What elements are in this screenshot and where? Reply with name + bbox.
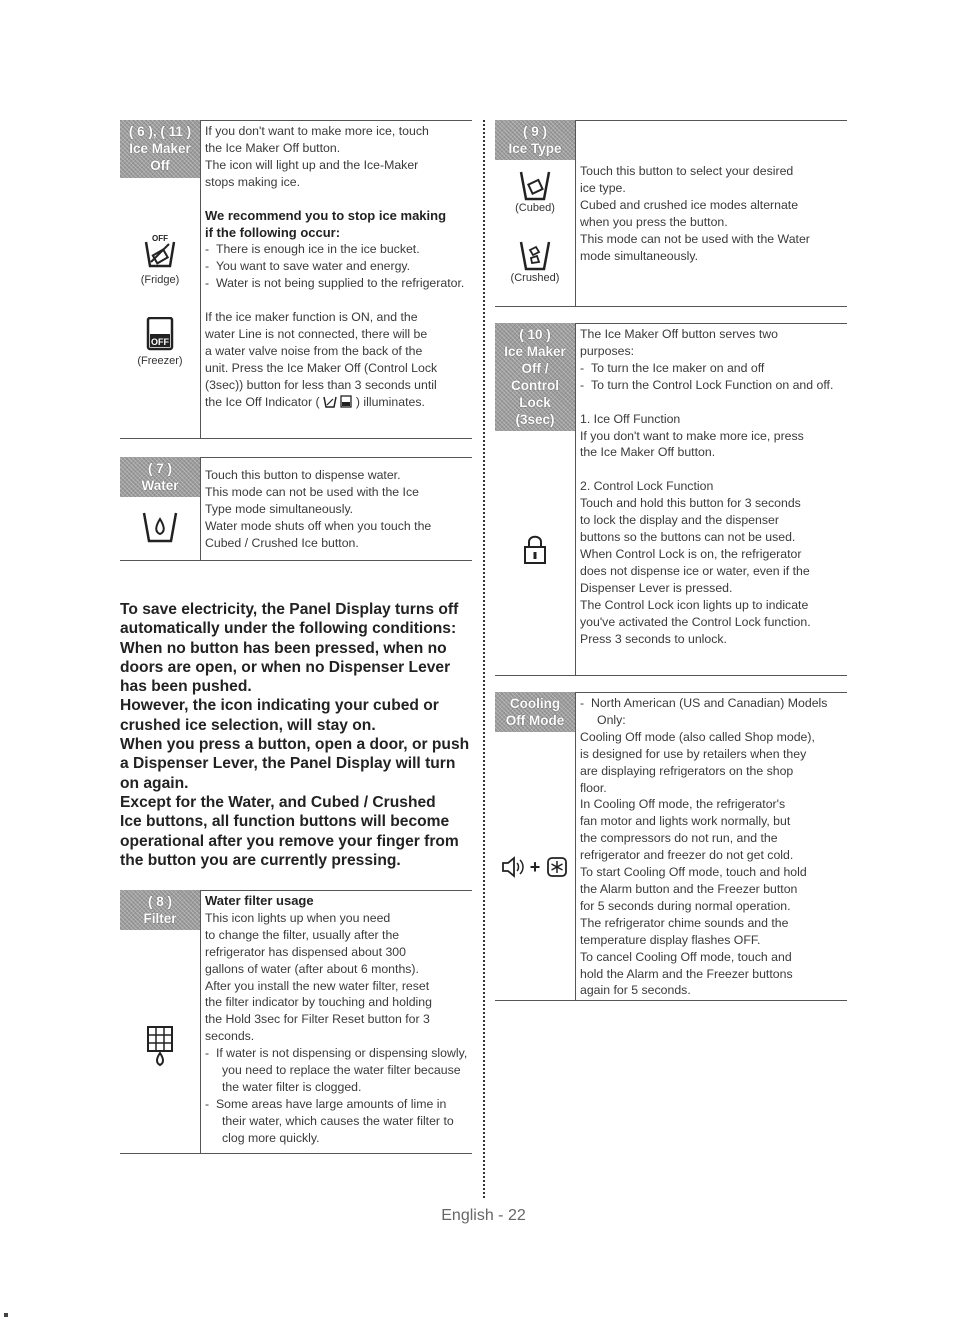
body-line: the Ice Maker Off button. <box>580 445 716 460</box>
section-top-rule <box>575 323 847 324</box>
label-line: Off <box>150 158 170 173</box>
water-label <box>120 457 200 497</box>
subheading: 2. Control Lock Function <box>580 479 714 494</box>
recommend-heading: We recommend you to stop ice making <box>205 207 447 223</box>
bullet-text: Water is not being supplied to the refrigerator. <box>215 276 465 291</box>
cubed-ice-icon <box>518 168 552 202</box>
label-line: Ice Type <box>508 141 562 156</box>
cubed-caption: (Cubed) <box>515 202 555 214</box>
label-line: Off / <box>521 361 549 376</box>
body-line: ice type. <box>580 180 626 195</box>
spacer <box>580 461 843 478</box>
subheading: 1. Ice Off Function <box>580 411 681 426</box>
note-line: the button you are currently pressing. <box>120 851 401 869</box>
water-section <box>120 457 472 561</box>
note-line: When no button has been pressed, when no <box>120 639 447 657</box>
label-line: Filter <box>143 911 177 926</box>
body-line: mode simultaneously. <box>580 248 699 263</box>
bullet-item: - Water is not being supplied to the refrigerator. <box>205 276 465 291</box>
body-line: Touch this button to dispense water. <box>205 468 401 482</box>
fridge-ice-off-icon-block <box>120 232 200 286</box>
note-line: has been pushed. <box>120 678 252 696</box>
plus-sign: + <box>529 857 541 877</box>
bullet-item: - North American (US and Canadian) Models Only: <box>580 696 828 727</box>
label-line: ( 6 ), ( 11 ) <box>128 124 192 139</box>
label-column <box>120 120 201 438</box>
body-line: Touch this button to select your desired <box>580 164 794 178</box>
label-line: Water <box>141 478 179 493</box>
body-line: the Alarm button and the Freezer button <box>580 881 798 896</box>
off-glyph-text: OFF <box>152 234 168 243</box>
bullet-item: - If water is not dispensing or dispensing slowly, you need to replace the water filter because the water filter is clogged. <box>205 1046 468 1094</box>
body-line: water Line is not connected, there will be <box>205 327 428 342</box>
body-line: Type mode simultaneously. <box>205 501 354 516</box>
control-lock-section <box>495 323 847 676</box>
body-line: In Cooling Off mode, the refrigerator's <box>580 797 786 812</box>
note-line: operational after you remove your finger from <box>120 832 459 850</box>
body-line: Cubed and crushed ice modes alternate <box>580 197 799 212</box>
label-column <box>495 323 576 675</box>
body-line: a water valve noise from the back of the <box>205 343 423 358</box>
bullet-item: - Some areas have large amounts of lime in their water, which causes the water filter to clog more quickly. <box>205 1096 454 1145</box>
cooling-off-section <box>495 692 847 1001</box>
label-column <box>495 692 576 1000</box>
bullet-text: If water is not dispensing or dispensing slowly, you need to replace the water filter because the water filter is clogged. <box>215 1046 468 1094</box>
label-line: Ice Maker <box>504 344 566 359</box>
page-footer: English - 22 <box>441 1207 526 1224</box>
body-line: Water mode shuts off when you touch the <box>205 518 432 533</box>
spacer <box>205 191 468 208</box>
bullet-item: - To turn the Control Lock Function on and off. <box>580 377 834 392</box>
body-line: The Control Lock icon lights up to indicate <box>580 597 809 612</box>
note-line: automatically under the following conditions: <box>120 620 457 638</box>
body-line: gallons of water (after about 6 months). <box>205 961 419 976</box>
body-line: If you don't want to make more ice, press <box>580 428 804 443</box>
bullet-text: You want to save water and energy. <box>215 259 411 274</box>
body-line: If the ice maker function is ON, and the <box>205 310 418 325</box>
filter-label <box>120 890 200 930</box>
body-line: for 5 seconds during normal operation. <box>580 898 791 913</box>
ice-maker-off-section <box>120 120 472 439</box>
body-line: hold the Alarm and the Freezer buttons <box>580 966 793 981</box>
section-top-rule <box>575 692 847 693</box>
inline-text: ) illuminates. <box>355 394 425 409</box>
ice-off-fridge-mini-icon <box>323 395 337 408</box>
body-line: is designed for use by retailers when they <box>580 746 807 761</box>
note-line: a Dispenser Lever, the Panel Display will turn <box>120 755 456 773</box>
body-line: temperature display flashes OFF. <box>580 932 761 947</box>
column-divider <box>483 120 485 1198</box>
label-line: (3sec) <box>515 412 555 427</box>
body-line: does not dispense ice or water, even if the <box>580 563 810 578</box>
body-line: Press 3 seconds to unlock. <box>580 631 727 646</box>
ice-maker-off-text <box>205 123 468 411</box>
body-line: Dispenser Lever is pressed. <box>580 580 733 595</box>
label-line: Cooling <box>509 696 561 711</box>
body-line: seconds. <box>205 1029 255 1044</box>
bullet-item: - There is enough ice in the ice bucket. <box>205 242 420 257</box>
filter-text <box>205 893 468 1147</box>
water-filter-icon <box>146 1025 174 1067</box>
recommend-heading: if the following occur: <box>205 224 341 240</box>
freezer-ice-off-icon-block <box>120 317 200 367</box>
alarm-plus-freezer-icon <box>500 855 570 879</box>
cooling-off-text <box>580 695 843 999</box>
section-top-rule <box>200 457 472 458</box>
water-text <box>205 467 468 552</box>
filter-section <box>120 890 472 1154</box>
note-line: doors are open, or when no Dispenser Lever <box>120 658 451 676</box>
water-cup-icon <box>140 507 180 545</box>
body-line: When Control Lock is on, the refrigerator <box>580 546 802 561</box>
body-line: After you install the new water filter, reset <box>205 978 430 993</box>
body-line: when you press the button. <box>580 214 728 229</box>
body-line: floor. <box>580 780 607 795</box>
crushed-ice-icon <box>518 238 552 272</box>
filter-heading: Water filter usage <box>205 893 314 908</box>
body-line: Cubed / Crushed Ice button. <box>205 535 359 550</box>
body-line: buttons so the buttons can not be used. <box>580 530 796 545</box>
ice-type-text <box>580 163 843 264</box>
lock-icon <box>523 533 547 565</box>
bullet-text: North American (US and Canadian) Models Only: <box>590 696 828 727</box>
crushed-icon-block <box>495 238 575 284</box>
body-line <box>205 394 468 411</box>
note-line: on again. <box>120 774 189 792</box>
body-line: refrigerator has dispensed about 300 <box>205 944 406 959</box>
fridge-ice-off-icon <box>142 232 178 272</box>
fridge-caption: (Fridge) <box>140 274 180 286</box>
alarm-freezer-icon-block <box>497 855 573 879</box>
bullet-text: There is enough ice in the ice bucket. <box>215 242 420 257</box>
bullet-item: - To turn the Ice maker on and off <box>580 360 765 375</box>
note-line: Except for the Water, and Cubed / Crushed <box>120 793 436 811</box>
body-line: The refrigerator chime sounds and the <box>580 915 789 930</box>
note-line: Ice buttons, all function buttons will become <box>120 813 450 831</box>
cubed-icon-block <box>495 168 575 214</box>
bullet-text: To turn the Ice maker on and off <box>590 360 765 375</box>
label-line: ( 9 ) <box>522 124 547 139</box>
ice-type-section <box>495 120 847 307</box>
body-line: refrigerator and freezer do not get cold. <box>580 848 794 863</box>
body-line: to change the filter, usually after the <box>205 927 400 942</box>
corner-mark <box>4 1313 8 1317</box>
body-line: fan motor and lights work normally, but <box>580 814 791 829</box>
cooling-off-label <box>495 692 575 732</box>
body-line: This mode can not be used with the Water <box>580 231 810 246</box>
note-line: To save electricity, the Panel Display turns off <box>120 601 459 618</box>
label-line: Lock <box>519 395 551 410</box>
body-line: (3sec)) button for less than 3 seconds until <box>205 377 437 392</box>
ice-off-freezer-mini-icon <box>340 395 352 408</box>
body-line: If you don't want to make more ice, touch <box>205 124 429 138</box>
label-column <box>120 890 201 1153</box>
ice-maker-off-label <box>120 120 200 178</box>
body-line: to lock the display and the dispenser <box>580 513 779 528</box>
label-column <box>120 457 201 560</box>
off-glyph-text: OFF <box>151 337 169 347</box>
label-column <box>495 120 576 306</box>
body-line: To cancel Cooling Off mode, touch and <box>580 949 792 964</box>
control-lock-text <box>580 326 843 647</box>
body-line: the filter indicator by touching and holding <box>205 995 432 1010</box>
bullet-text: To turn the Control Lock Function on and off. <box>590 377 834 392</box>
body-line: To start Cooling Off mode, touch and hold <box>580 865 807 880</box>
body-line: you've activated the Control Lock function. <box>580 614 811 629</box>
label-line: ( 8 ) <box>147 894 172 909</box>
crushed-caption: (Crushed) <box>510 272 560 284</box>
section-top-rule <box>575 120 847 121</box>
spacer <box>580 394 843 411</box>
body-line: The icon will light up and the Ice-Maker <box>205 157 419 172</box>
body-line: stops making ice. <box>205 174 301 189</box>
label-line: Off Mode <box>505 713 565 728</box>
lock-icon-block <box>495 533 575 565</box>
section-top-rule <box>200 120 472 121</box>
body-line: The Ice Maker Off button serves two <box>580 327 778 341</box>
body-line: Touch and hold this button for 3 seconds <box>580 496 801 511</box>
inline-text: the Ice Off Indicator ( <box>205 394 320 409</box>
freezer-ice-off-icon <box>145 317 175 351</box>
freezer-caption: (Freezer) <box>137 355 183 367</box>
filter-icon-block <box>120 1025 200 1067</box>
water-icon-block <box>120 507 200 545</box>
label-line: Ice Maker <box>129 141 191 156</box>
body-line: unit. Press the Ice Maker Off (Control Lock <box>205 360 438 375</box>
note-line: However, the icon indicating your cubed or <box>120 697 439 715</box>
label-line: ( 10 ) <box>519 327 551 342</box>
body-line: the compressors do not run, and the <box>580 831 778 846</box>
body-line: purposes: <box>580 343 635 358</box>
note-line: When you press a button, open a door, or push <box>120 736 470 754</box>
label-line: ( 7 ) <box>147 461 172 476</box>
body-line: again for 5 seconds. <box>580 983 691 998</box>
body-line: This mode can not be used with the Ice <box>205 484 419 499</box>
body-line: are displaying refrigerators on the shop <box>580 763 794 778</box>
body-line: This icon lights up when you need <box>205 910 391 925</box>
body-line: the Ice Maker Off button. <box>205 140 341 155</box>
section-top-rule <box>200 890 472 891</box>
body-line: Cooling Off mode (also called Shop mode), <box>580 729 815 744</box>
note-line: crushed ice selection, will stay on. <box>120 716 376 734</box>
panel-display-note <box>120 600 470 870</box>
spacer <box>205 292 468 309</box>
body-line: the Hold 3sec for Filter Reset button for 3 <box>205 1012 430 1027</box>
control-lock-label <box>495 323 575 431</box>
bullet-text: Some areas have large amounts of lime in their water, which causes the water filter to clog more quickly. <box>215 1096 454 1145</box>
ice-type-label <box>495 120 575 160</box>
label-line: Control <box>511 378 559 393</box>
bullet-item: - You want to save water and energy. <box>205 259 411 274</box>
